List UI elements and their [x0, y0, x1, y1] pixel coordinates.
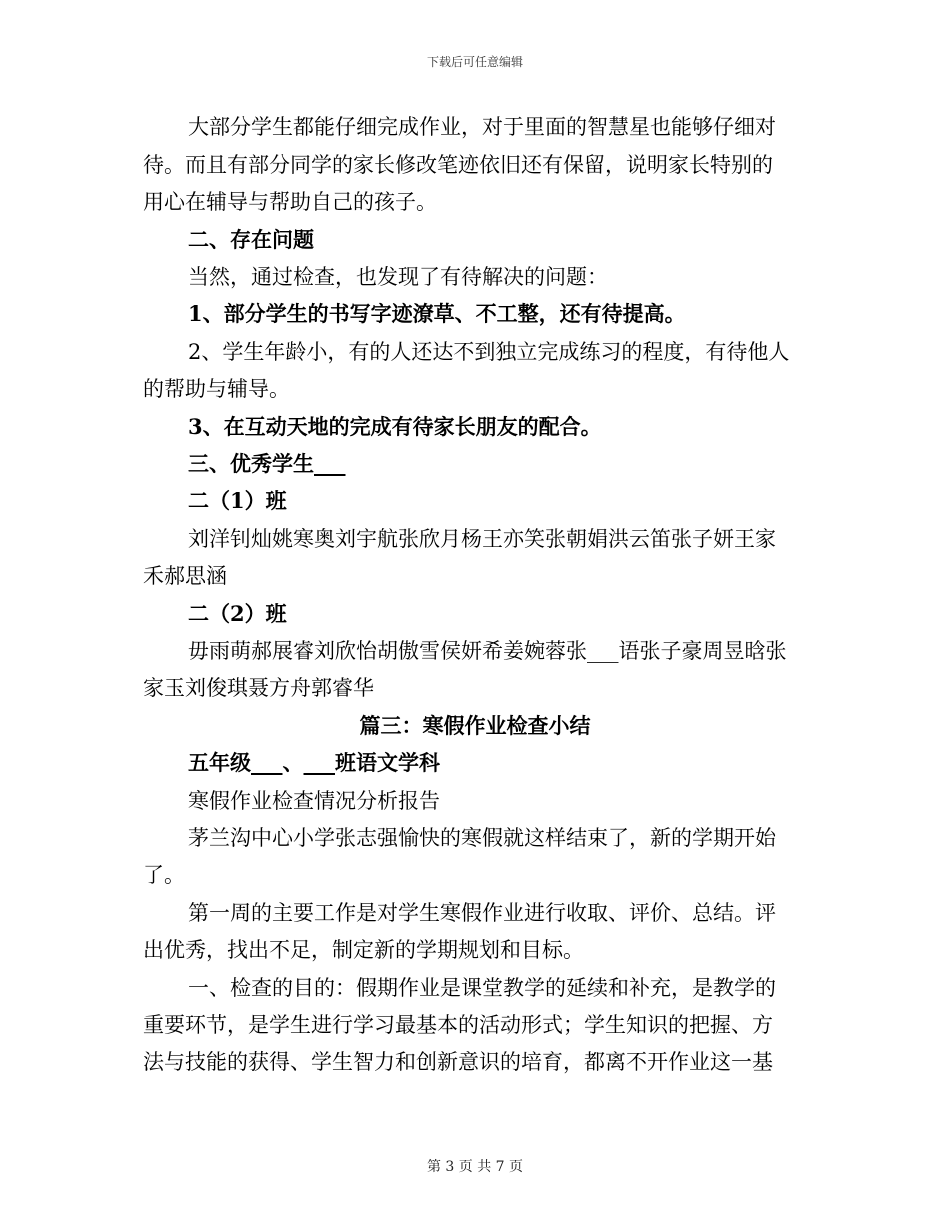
paragraph-line: 一、检查的目的：假期作业是课堂教学的延续和补充，是教学的	[188, 976, 776, 1000]
article-title: 篇三：寒假作业检查小结	[359, 713, 591, 738]
subtitle: 五年级___、___班语文学科	[188, 750, 440, 775]
page-header: 下载后可任意编辑	[426, 55, 523, 69]
class-heading: 二（2）班	[188, 601, 287, 626]
student-names: 家玉刘俊琪聂方舟郭睿华	[143, 676, 374, 700]
paragraph-line: 重要环节，是学生进行学习最基本的活动形式；学生知识的把握、方	[143, 1013, 773, 1037]
list-item: 3、在互动天地的完成有待家长朋友的配合。	[188, 414, 602, 439]
paragraph-line: 当然，通过检查，也发现了有待解决的问题：	[188, 265, 608, 289]
paragraph-line: 法与技能的获得、学生智力和创新意识的培育，都离不开作业这一基	[143, 1050, 773, 1074]
report-title: 寒假作业检查情况分析报告	[188, 789, 440, 813]
page-footer: 第 3 页 共 7 页	[426, 1159, 524, 1175]
paragraph-line: 的帮助与辅导。	[143, 377, 290, 401]
section-heading: 三、优秀学生___	[188, 451, 346, 476]
list-item: 1、部分学生的书写字迹潦草、不工整，还有待提高。	[188, 301, 686, 326]
list-item: 2、学生年龄小，有的人还达不到独立完成练习的程度，有待他人	[188, 340, 790, 364]
paragraph-line: 出优秀，找出不足，制定新的学期规划和目标。	[143, 938, 584, 962]
student-names: 禾郝思涵	[143, 564, 227, 588]
paragraph-line: 第一周的主要工作是对学生寒假作业进行收取、评价、总结。评	[188, 901, 776, 925]
paragraph-line: 大部分学生都能仔细完成作业，对于里面的智慧星也能够仔细对	[188, 115, 776, 139]
paragraph-line: 用心在辅导与帮助自己的孩子。	[143, 190, 437, 214]
paragraph-line: 了。	[143, 863, 185, 887]
paragraph-line: 待。而且有部分同学的家长修改笔迹依旧还有保留，说明家长特别的	[143, 153, 773, 177]
class-heading: 二（1）班	[188, 488, 287, 513]
paragraph-line: 茅兰沟中心小学张志强愉快的寒假就这样结束了，新的学期开始	[188, 826, 776, 850]
student-names: 毋雨萌郝展睿刘欣怡胡傲雪侯妍希姜婉蓉张___语张子豪周昱晗张	[188, 639, 787, 663]
section-heading: 二、存在问题	[188, 227, 314, 252]
student-names: 刘洋钊灿姚寒奥刘宇航张欣月杨王亦笑张朝娟洪云笛张子妍王家	[188, 527, 776, 551]
